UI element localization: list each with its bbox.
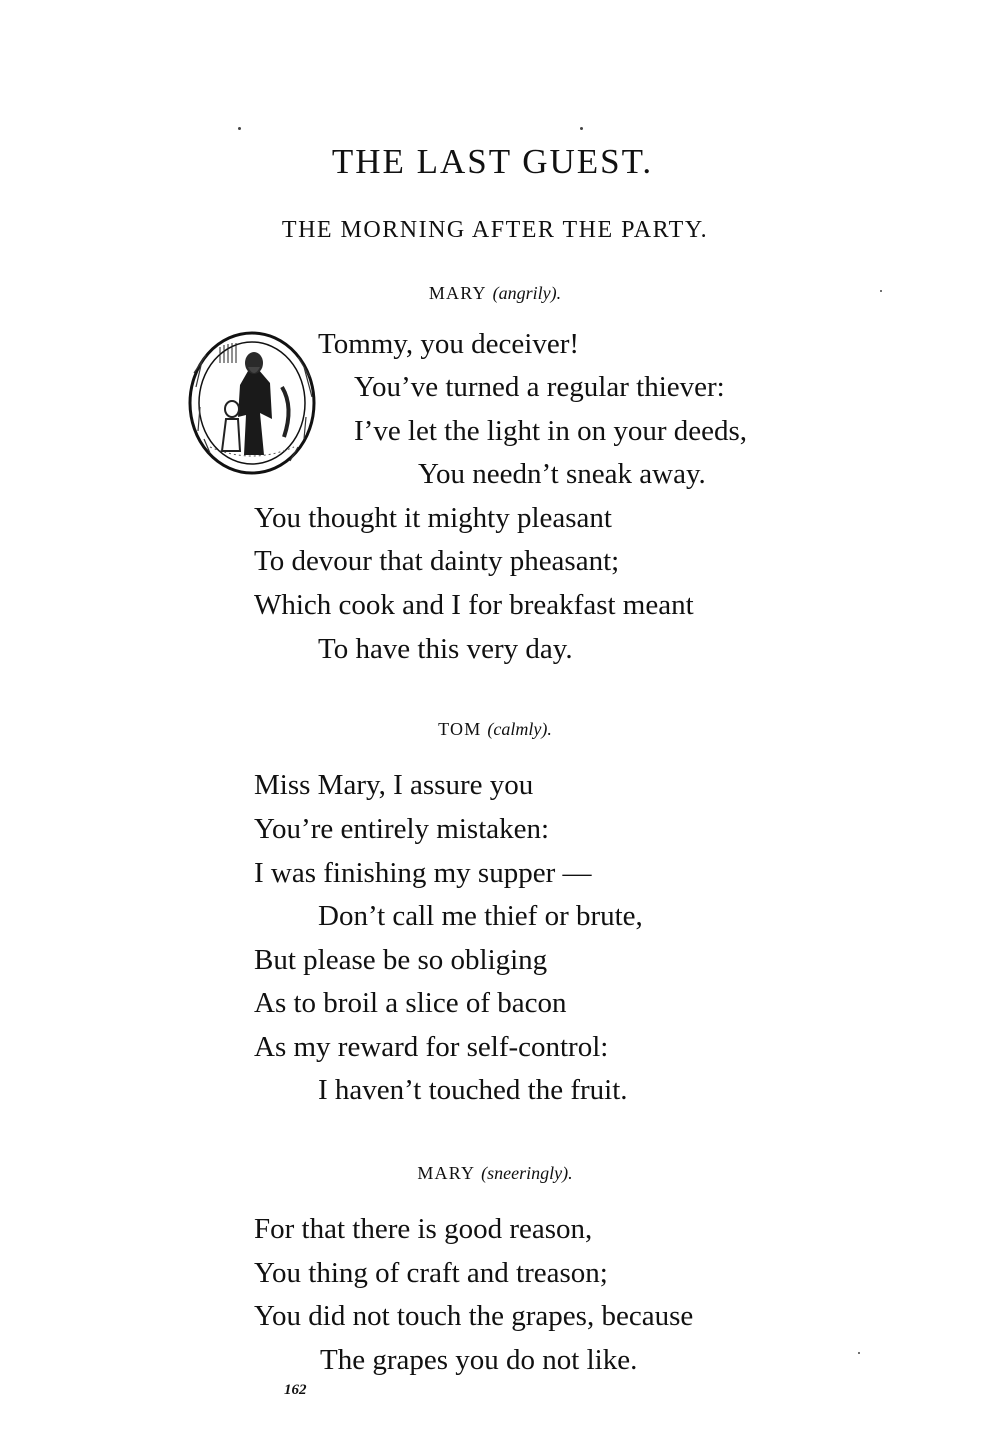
paper-speck bbox=[858, 1352, 860, 1354]
verse-line: You did not touch the grapes, because bbox=[254, 1300, 694, 1332]
verse-line: I’ve let the light in on your deeds, bbox=[354, 415, 748, 447]
illustrated-dropcap-t bbox=[186, 327, 322, 475]
verse-line: As to broil a slice of bacon bbox=[254, 987, 567, 1019]
verse-line: Miss Mary, I assure you bbox=[254, 769, 534, 801]
verse-line: Don’t call me thief or brute, bbox=[318, 900, 643, 932]
speaker-name: TOM bbox=[438, 719, 482, 739]
verse-line: To have this very day. bbox=[318, 633, 573, 665]
verse-line: Which cook and I for breakfast meant bbox=[254, 589, 694, 621]
page-number: 162 bbox=[284, 1382, 307, 1398]
verse-line: Tommy, you deceiver! bbox=[318, 328, 580, 360]
verse-line: The grapes you do not like. bbox=[320, 1344, 638, 1376]
paper-speck bbox=[580, 127, 583, 130]
verse-line: You’re entirely mistaken: bbox=[254, 813, 550, 845]
verse-line: As my reward for self-control: bbox=[254, 1031, 609, 1063]
page-subtitle: THE MORNING AFTER THE PARTY. bbox=[281, 217, 709, 243]
verse-line: For that there is good reason, bbox=[254, 1213, 593, 1245]
verse-line: But please be so obliging bbox=[254, 944, 548, 976]
paper-speck bbox=[238, 127, 241, 130]
verse-line: You thought it mighty pleasant bbox=[254, 502, 612, 534]
paper-speck bbox=[880, 290, 882, 292]
verse-line: I haven’t touched the fruit. bbox=[318, 1074, 628, 1106]
stage-direction: (angrily). bbox=[492, 283, 562, 303]
stage-direction: (calmly). bbox=[487, 719, 552, 739]
stage-direction: (sneeringly). bbox=[481, 1163, 573, 1183]
speaker-heading bbox=[300, 281, 690, 305]
verse-line: I was finishing my supper — bbox=[254, 857, 592, 889]
speaker-name: MARY bbox=[428, 283, 487, 303]
verse-line: You thing of craft and treason; bbox=[254, 1257, 608, 1289]
speaker-heading bbox=[300, 1161, 690, 1185]
page-title: THE LAST GUEST. bbox=[331, 142, 654, 181]
verse-line: You’ve turned a regular thiever: bbox=[354, 371, 725, 403]
verse-line: To devour that dainty pheasant; bbox=[254, 545, 620, 577]
verse-line: You needn’t sneak away. bbox=[418, 458, 706, 490]
speaker-name: MARY bbox=[417, 1163, 476, 1183]
speaker-heading bbox=[300, 717, 690, 741]
